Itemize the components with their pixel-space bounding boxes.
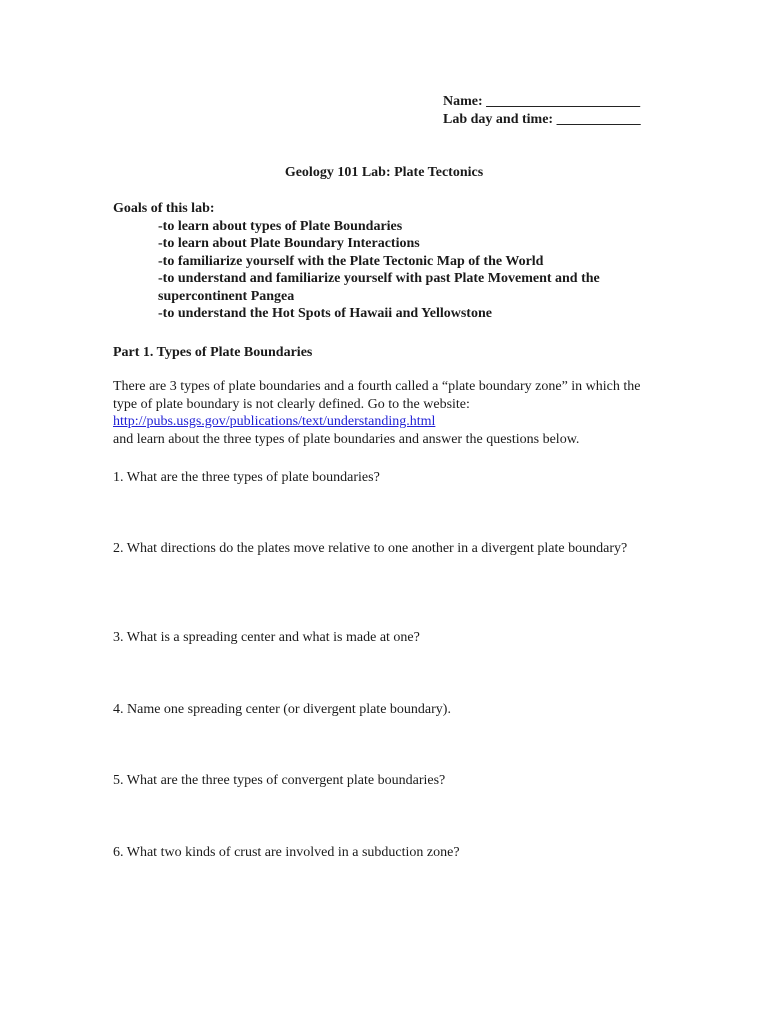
usgs-link[interactable]: http://pubs.usgs.gov/publications/text/understanding.html bbox=[113, 414, 436, 429]
question-3: 3. What is a spreading center and what is made at one? bbox=[113, 630, 420, 645]
goal-item: -to understand the Hot Spots of Hawaii and Yellowstone bbox=[158, 306, 492, 321]
goals-list bbox=[113, 218, 653, 323]
goal-item: -to learn about Plate Boundary Interactions bbox=[158, 236, 420, 251]
goals-section bbox=[113, 200, 653, 323]
intro-after-text: and learn about the three types of plate boundaries and answer the questions below. bbox=[113, 431, 580, 447]
student-info-header bbox=[443, 93, 641, 128]
goal-item: -to understand and familiarize yourself with past Plate Movement and the supercontinent Pangea bbox=[158, 271, 600, 304]
question-5: 5. What are the three types of convergent plate boundaries? bbox=[113, 773, 446, 788]
question-4: 4. Name one spreading center (or divergent plate boundary). bbox=[113, 702, 451, 717]
goal-item: -to familiarize yourself with the Plate Tectonic Map of the World bbox=[158, 253, 544, 269]
document-title: Geology 101 Lab: Plate Tectonics bbox=[284, 165, 484, 180]
lab-day-time-line: Lab day and time: ____________ bbox=[443, 111, 641, 127]
question-2: 2. What directions do the plates move relative to one another in a divergent plate boundary? bbox=[113, 541, 628, 556]
intro-text: There are 3 types of plate boundaries and a fourth called a “plate boundary zone” in which the type of plate boundary is not clearly defined. Go to the website: bbox=[113, 379, 641, 412]
part1-heading: Part 1. Types of Plate Boundaries bbox=[113, 345, 313, 360]
name-field-line: Name: ______________________ bbox=[443, 94, 641, 109]
part1-intro bbox=[113, 378, 653, 448]
goal-item: -to learn about types of Plate Boundaries bbox=[158, 218, 403, 234]
question-1: 1. What are the three types of plate boundaries? bbox=[113, 470, 380, 485]
goals-heading: Goals of this lab: bbox=[113, 201, 215, 216]
question-6: 6. What two kinds of crust are involved in a subduction zone? bbox=[113, 845, 460, 860]
